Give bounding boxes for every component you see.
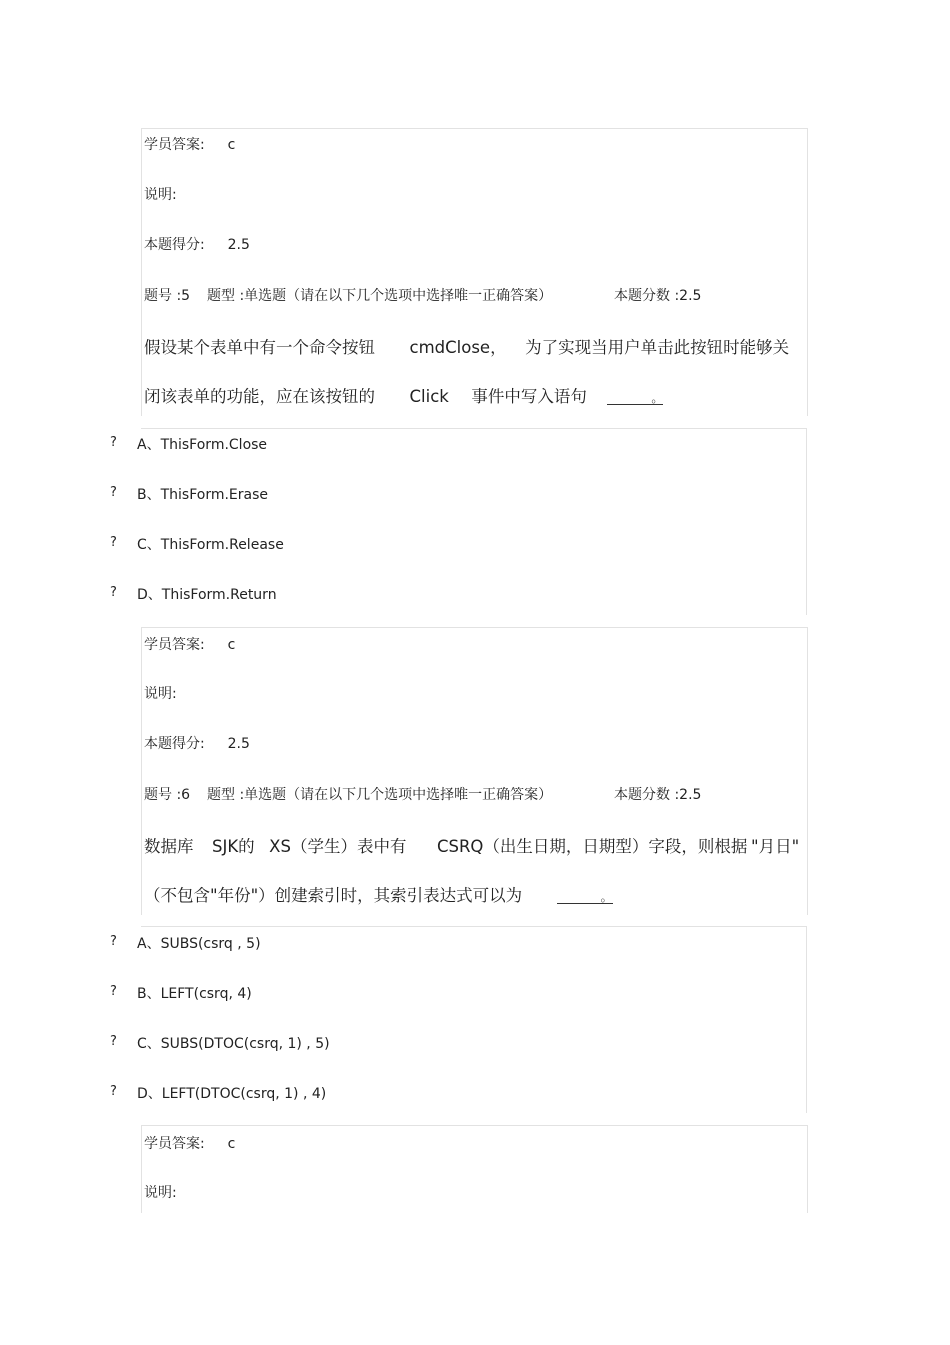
answer-panel-3	[141, 1125, 808, 1213]
option-radio-icon[interactable]: ?	[110, 535, 117, 550]
explanation-label: 说明:	[144, 1185, 177, 1201]
explanation-label: 说明:	[144, 187, 177, 203]
question-text: 为了实现当用户单击此按钮时能够关	[525, 338, 790, 357]
question-text-6-line1	[144, 833, 747, 857]
question-text: Click	[409, 387, 449, 406]
explanation-row	[144, 184, 177, 204]
option-radio-icon[interactable]: ?	[110, 485, 117, 500]
score-row	[144, 234, 250, 254]
answer-row	[144, 1133, 235, 1153]
option-radio-icon[interactable]: ?	[110, 934, 117, 949]
option-label[interactable]: A、ThisForm.Close	[137, 437, 268, 453]
answer-label: 学员答案:	[144, 1136, 205, 1152]
question-header-5	[144, 285, 552, 305]
question-text: cmdClose，	[409, 338, 507, 357]
question-text: 假设某个表单中有一个命令按钮	[144, 338, 375, 357]
option-label[interactable]: D、LEFT(DTOC(csrq, 1) , 4)	[137, 1086, 327, 1102]
score-row	[144, 733, 250, 753]
answer-value: c	[227, 137, 236, 153]
explanation-row	[144, 683, 177, 703]
points-value: :2.5	[674, 787, 702, 803]
question-text: 闭该表单的功能，应在该按钮的	[144, 387, 375, 406]
answer-label: 学员答案:	[144, 637, 205, 653]
points-label: 本题分数	[614, 288, 670, 304]
answer-blank	[607, 392, 663, 405]
score-label: 本题得分:	[144, 237, 205, 253]
question-points-6	[614, 784, 701, 804]
question-header-6	[144, 784, 552, 804]
question-points-5	[614, 285, 701, 305]
points-label: 本题分数	[614, 787, 670, 803]
answer-panel-1	[141, 128, 808, 416]
option-radio-icon[interactable]: ?	[110, 1084, 117, 1099]
question-text: SJK的	[212, 837, 255, 856]
question-type-label: 题型	[206, 787, 235, 803]
points-value: :2.5	[674, 288, 702, 304]
question-type-label: 题型	[206, 288, 235, 304]
answer-panel-2	[141, 627, 808, 915]
option-label[interactable]: B、ThisForm.Erase	[137, 487, 269, 503]
question-text-5-line2	[144, 383, 663, 407]
score-label: 本题得分:	[144, 736, 205, 752]
blank-end-mark: 。	[651, 391, 664, 405]
option-radio-icon[interactable]: ?	[110, 1034, 117, 1049]
question-number: :5	[176, 288, 191, 304]
question-text: 事件中写入语句	[471, 387, 587, 406]
option-label[interactable]: A、SUBS(csrq , 5)	[137, 936, 261, 952]
option-label[interactable]: D、ThisForm.Return	[137, 587, 277, 603]
question-text-6-line1-end	[751, 833, 799, 857]
answer-value: c	[227, 1136, 236, 1152]
answer-value: c	[227, 637, 236, 653]
option-label[interactable]: C、ThisForm.Release	[137, 537, 284, 553]
question-type: :单选题（请在以下几个选项中选择唯一正确答案）	[239, 288, 553, 304]
answer-blank	[557, 891, 613, 904]
question-type: :单选题（请在以下几个选项中选择唯一正确答案）	[239, 787, 553, 803]
question-text: CSRQ（出生日期，日期型）字段，则根据	[436, 837, 748, 856]
blank-end-mark: 。	[600, 890, 613, 904]
question-text: XS（学生）表中有	[269, 837, 407, 856]
explanation-row	[144, 1182, 177, 1202]
option-label[interactable]: C、SUBS(DTOC(csrq, 1) , 5)	[137, 1036, 330, 1052]
answer-row	[144, 634, 235, 654]
score-value: 2.5	[227, 736, 250, 752]
option-label[interactable]: B、LEFT(csrq, 4)	[137, 986, 252, 1002]
question-number: :6	[176, 787, 191, 803]
question-number-label: 题号	[144, 288, 172, 304]
question-number-label: 题号	[144, 787, 172, 803]
answer-label: 学员答案:	[144, 137, 205, 153]
question-text: （不包含"年份"）创建索引时，其索引表达式可以为	[144, 886, 523, 905]
question-text-5-line1	[144, 334, 789, 358]
question-text: "月日"	[751, 837, 800, 856]
option-radio-icon[interactable]: ?	[110, 984, 117, 999]
explanation-label: 说明:	[144, 686, 177, 702]
option-radio-icon[interactable]: ?	[110, 585, 117, 600]
question-text: 数据库	[144, 837, 194, 856]
question-text-6-line2	[144, 882, 613, 906]
option-radio-icon[interactable]: ?	[110, 435, 117, 450]
score-value: 2.5	[227, 237, 250, 253]
answer-row	[144, 134, 235, 154]
